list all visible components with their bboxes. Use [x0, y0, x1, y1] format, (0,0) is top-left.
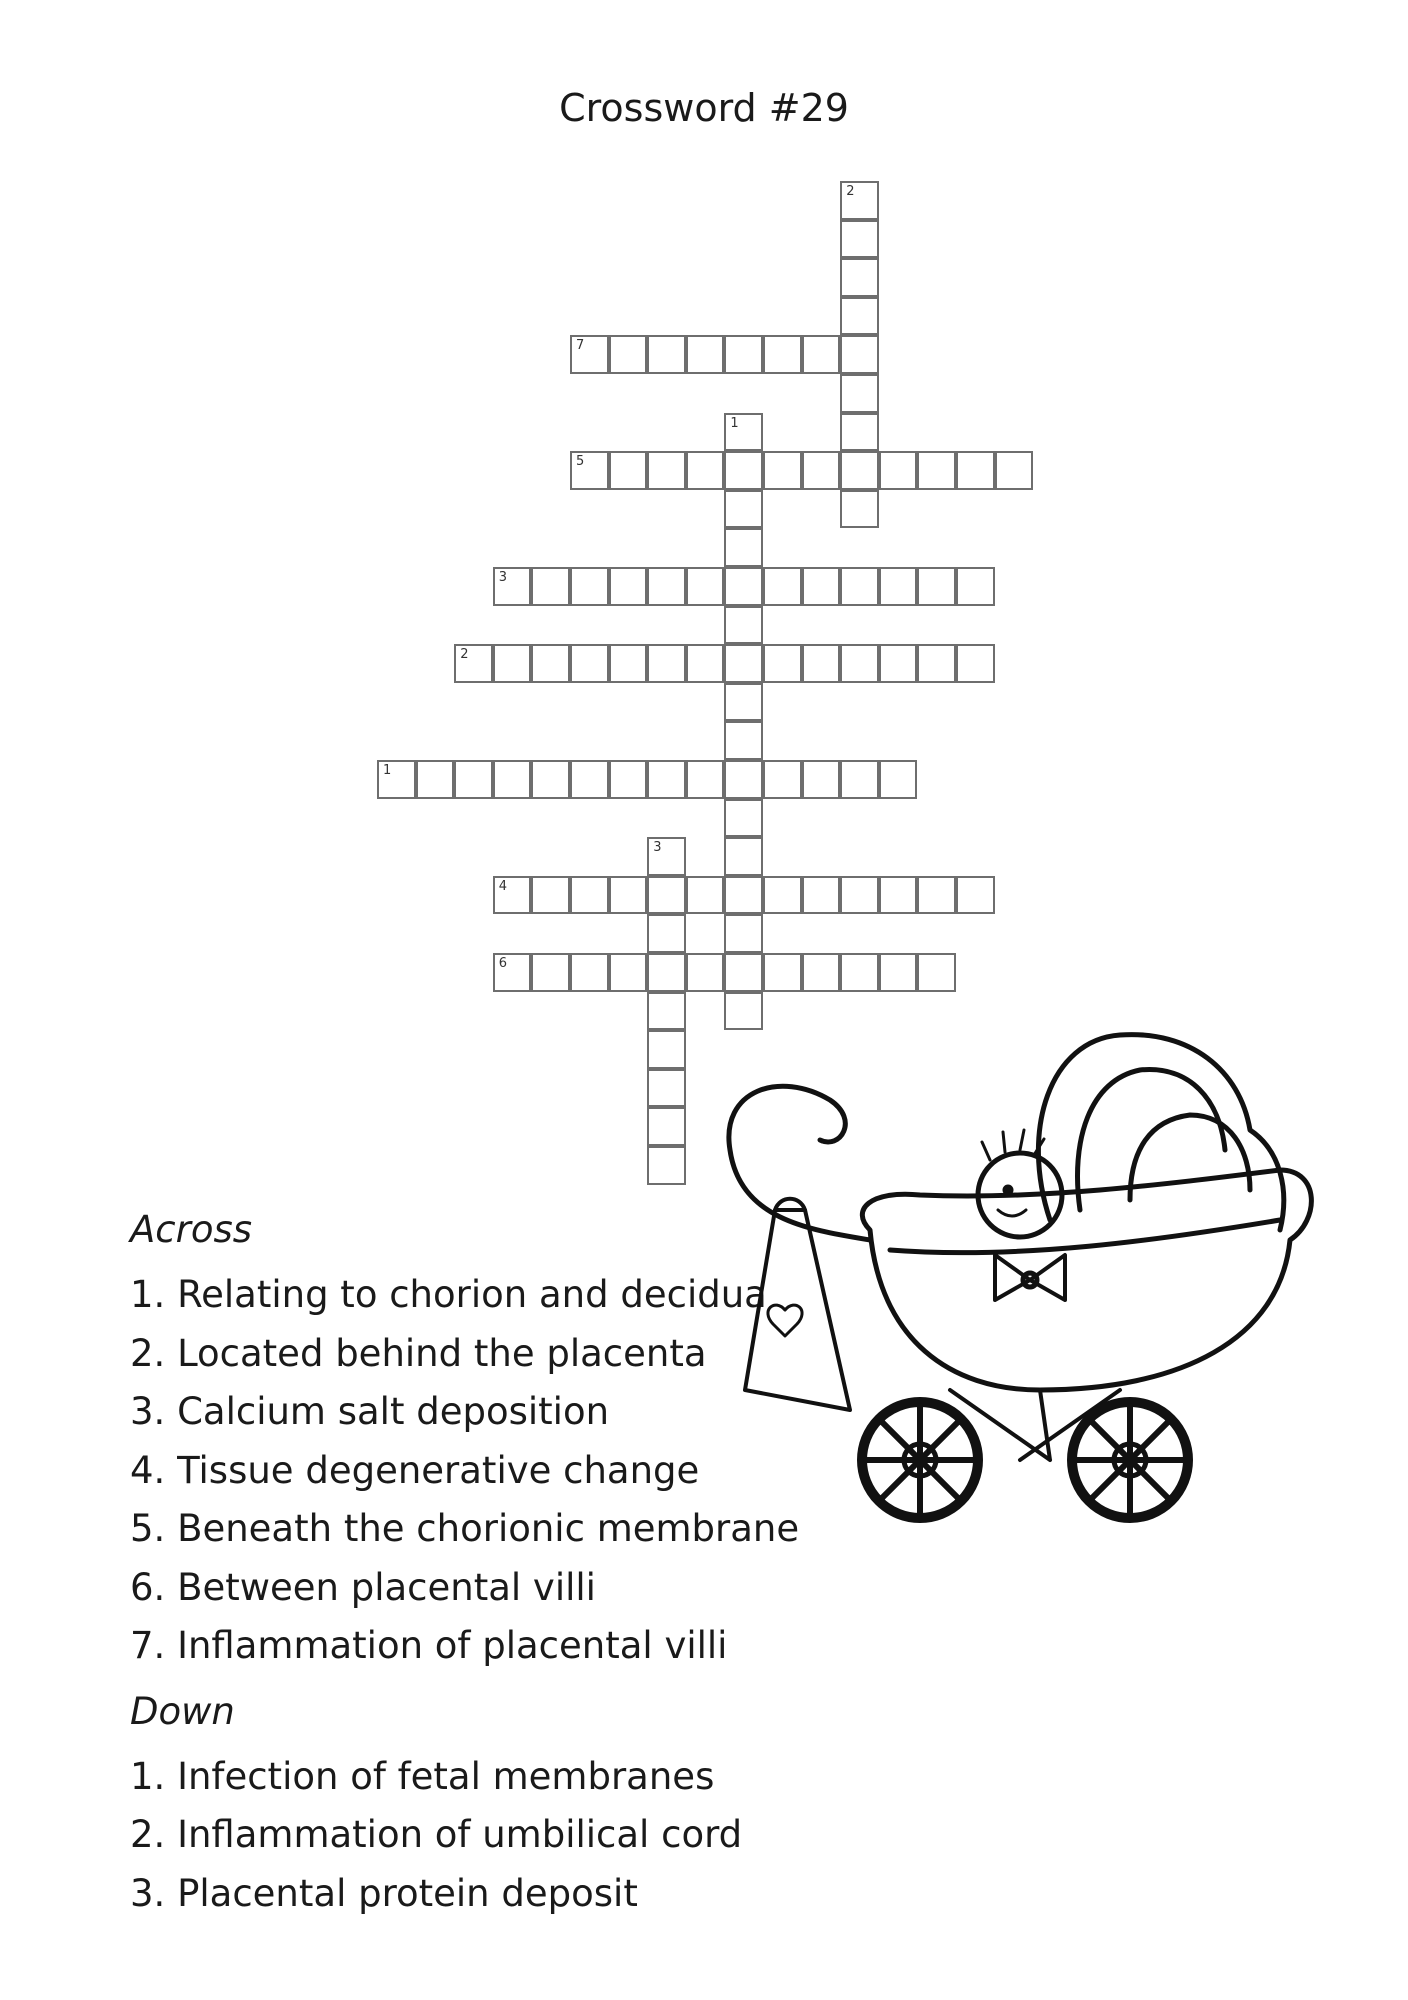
grid-cell[interactable] [724, 760, 763, 799]
grid-cell[interactable] [763, 644, 802, 683]
grid-cell[interactable] [840, 490, 879, 529]
grid-cell[interactable] [840, 760, 879, 799]
clue-number: 1 [383, 763, 392, 778]
clue-number: 2 [460, 647, 469, 663]
grid-cell[interactable] [840, 876, 879, 915]
grid-cell[interactable] [840, 374, 879, 413]
across-clue-6: 6. Between placental villi [130, 1565, 596, 1609]
grid-cell[interactable] [879, 451, 918, 490]
grid-cell[interactable] [531, 953, 570, 992]
grid-cell[interactable] [879, 644, 918, 683]
across-clue-2: 2. Located behind the placenta [130, 1331, 707, 1375]
grid-cell[interactable] [802, 451, 841, 490]
grid-cell[interactable] [724, 335, 763, 374]
clue-number: 7 [576, 338, 585, 354]
grid-cell[interactable] [956, 567, 995, 606]
grid-cell[interactable] [879, 876, 918, 915]
grid-cell[interactable] [879, 567, 918, 606]
grid-cell[interactable] [609, 760, 648, 799]
grid-cell[interactable] [724, 567, 763, 606]
grid-cell[interactable] [917, 567, 956, 606]
grid-cell[interactable] [416, 760, 455, 799]
grid-cell[interactable] [686, 760, 725, 799]
grid-cell[interactable] [724, 876, 763, 915]
across-heading: Across [130, 1208, 253, 1251]
grid-cell[interactable] [917, 876, 956, 915]
grid-cell[interactable] [724, 683, 763, 722]
grid-cell[interactable] [570, 335, 609, 374]
grid-cell[interactable] [763, 760, 802, 799]
grid-cell[interactable] [802, 644, 841, 683]
grid-cell[interactable] [840, 644, 879, 683]
grid-cell[interactable] [531, 760, 570, 799]
across-clue-7: 7. Inflammation of placental villi [130, 1624, 728, 1667]
down-heading: Down [130, 1689, 235, 1733]
grid-cell[interactable] [647, 876, 686, 915]
grid-cell[interactable] [956, 451, 995, 490]
grid-cell[interactable] [609, 451, 648, 490]
grid-cell[interactable] [840, 567, 879, 606]
clue-number: 3 [498, 570, 508, 585]
grid-cell[interactable] [647, 953, 686, 992]
grid-cell[interactable] [879, 760, 918, 799]
across-clue-1: 1. Relating to chorion and decidua [130, 1273, 767, 1316]
grid-cell[interactable] [724, 644, 763, 683]
grid-cell[interactable] [647, 760, 686, 799]
grid-cell[interactable] [647, 1030, 686, 1069]
grid-cell[interactable] [609, 567, 648, 606]
grid-cell[interactable] [763, 876, 802, 915]
grid-cell[interactable] [840, 258, 879, 297]
clue-list [130, 1208, 799, 1923]
grid-cell[interactable] [531, 876, 570, 915]
grid-cell[interactable] [724, 413, 763, 452]
across-clue-3: 3. Calcium salt deposition [130, 1390, 610, 1433]
grid-cell[interactable] [840, 335, 879, 374]
grid-cell[interactable] [686, 335, 725, 374]
grid-cell[interactable] [686, 451, 725, 490]
grid-cell[interactable] [570, 760, 609, 799]
grid-cell[interactable] [724, 799, 763, 838]
grid-cell[interactable] [377, 760, 416, 799]
grid-cell[interactable] [724, 528, 763, 567]
across-clue-4: 4. Tissue degenerative change [130, 1448, 700, 1492]
grid-cell[interactable] [454, 644, 493, 683]
grid-cell[interactable] [917, 644, 956, 683]
grid-cell[interactable] [570, 451, 609, 490]
grid-cell[interactable] [724, 490, 763, 529]
grid-cell[interactable] [840, 220, 879, 259]
grid-cell[interactable] [609, 335, 648, 374]
across-clue-5: 5. Beneath the chorionic membrane [130, 1507, 800, 1550]
grid-cell[interactable] [570, 953, 609, 992]
grid-cell[interactable] [724, 606, 763, 645]
down-clue-2: 2. Inflammation of umbilical cord [130, 1813, 743, 1856]
grid-cell[interactable] [647, 914, 686, 953]
clue-number: 3 [653, 840, 662, 856]
grid-cell[interactable] [879, 953, 918, 992]
down-clue-1: 1. Infection of fetal membranes [130, 1754, 715, 1798]
grid-cell[interactable] [802, 876, 841, 915]
baby-stroller-icon [720, 1010, 1320, 1570]
grid-cell[interactable] [840, 413, 879, 452]
grid-cell[interactable] [493, 644, 532, 683]
grid-cell[interactable] [647, 1069, 686, 1108]
clue-number: 5 [576, 454, 585, 470]
grid-cell[interactable] [763, 953, 802, 992]
grid-cell[interactable] [763, 567, 802, 606]
grid-cell[interactable] [647, 1107, 686, 1146]
grid-cell[interactable] [763, 335, 802, 374]
grid-cell[interactable] [724, 914, 763, 953]
grid-cell[interactable] [647, 644, 686, 683]
grid-cell[interactable] [840, 297, 879, 336]
grid-cell[interactable] [724, 837, 763, 876]
grid-cell[interactable] [802, 953, 841, 992]
grid-cell[interactable] [802, 335, 841, 374]
grid-cell[interactable] [570, 644, 609, 683]
grid-cell[interactable] [686, 567, 725, 606]
grid-cell[interactable] [724, 953, 763, 992]
grid-cell[interactable] [840, 451, 879, 490]
grid-cell[interactable] [609, 876, 648, 915]
grid-cell[interactable] [956, 644, 995, 683]
grid-cell[interactable] [493, 567, 532, 606]
grid-cell[interactable] [686, 953, 725, 992]
grid-cell[interactable] [454, 760, 493, 799]
grid-cell[interactable] [686, 876, 725, 915]
grid-cell[interactable] [686, 644, 725, 683]
grid-cell[interactable] [609, 644, 648, 683]
clue-number: 2 [846, 184, 855, 199]
grid-cell[interactable] [763, 451, 802, 490]
grid-cell[interactable] [647, 451, 686, 490]
grid-cell[interactable] [647, 837, 686, 876]
grid-cell[interactable] [840, 181, 879, 220]
grid-cell[interactable] [493, 760, 532, 799]
clue-number: 4 [498, 878, 508, 894]
grid-cell[interactable] [531, 644, 570, 683]
grid-cell[interactable] [531, 567, 570, 606]
grid-cell[interactable] [570, 876, 609, 915]
grid-cell[interactable] [956, 876, 995, 915]
clue-number: 6 [498, 956, 508, 971]
grid-cell[interactable] [802, 760, 841, 799]
grid-cell[interactable] [570, 567, 609, 606]
grid-cell[interactable] [995, 451, 1034, 490]
grid-cell[interactable] [493, 953, 532, 992]
grid-cell[interactable] [647, 335, 686, 374]
grid-cell[interactable] [802, 567, 841, 606]
grid-cell[interactable] [724, 451, 763, 490]
grid-cell[interactable] [647, 992, 686, 1031]
grid-cell[interactable] [647, 1146, 686, 1185]
grid-cell[interactable] [840, 953, 879, 992]
grid-cell[interactable] [493, 876, 532, 915]
clue-number: 1 [730, 415, 739, 431]
puzzle-title: Crossword #29 [559, 86, 849, 130]
grid-cell[interactable] [917, 953, 956, 992]
down-clue-3: 3. Placental protein deposit [130, 1871, 638, 1915]
grid-cell[interactable] [647, 567, 686, 606]
grid-cell[interactable] [609, 953, 648, 992]
grid-cell[interactable] [917, 451, 956, 490]
grid-cell[interactable] [724, 721, 763, 760]
